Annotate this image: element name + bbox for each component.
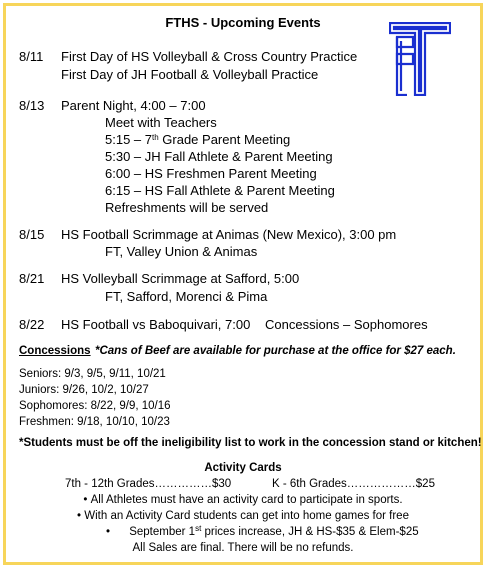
price-grades-7-12: 7th - 12th Grades……………$30: [65, 478, 232, 490]
event-subline: [105, 132, 290, 147]
event-date: 8/15: [19, 227, 45, 242]
activity-bullet: [106, 526, 419, 538]
event-subline: Refreshments will be served: [105, 200, 269, 215]
event-subline: 6:00 – HS Freshmen Parent Meeting: [105, 166, 317, 181]
event-heading: HS Volleyball Scrimmage at Safford, 5:00: [61, 271, 300, 286]
bullet-text: With an Activity Card students can get into home games for free: [84, 510, 409, 522]
bullet-text: September 1: [129, 526, 196, 538]
concessions-row: Juniors: 9/26, 10/2, 10/27: [19, 384, 149, 396]
flyer-title: FTHS - Upcoming Events: [165, 15, 321, 30]
ordinal-suffix: th: [152, 133, 159, 142]
event-date: 8/11: [19, 49, 44, 64]
event-line: First Day of HS Volleyball & Cross Country Practice: [61, 49, 358, 64]
event-date: 8/22: [19, 317, 45, 332]
bullet-text: prices increase, JH & HS-$35 & Elem-$25: [201, 526, 419, 538]
event-heading: HS Football vs Baboquivari, 7:00: [61, 317, 251, 332]
bullet-text: All Athletes must have an activity card to participate in sports.: [90, 494, 403, 506]
bullet-icon: •: [77, 510, 85, 522]
event-subline: FT, Valley Union & Animas: [105, 244, 258, 259]
bullet-icon: •: [106, 526, 130, 538]
concessions-row: Sophomores: 8/22, 9/9, 10/16: [19, 400, 171, 412]
event-subline: FT, Safford, Morenci & Pima: [105, 289, 268, 304]
event-heading: Parent Night, 4:00 – 7:00: [61, 98, 206, 113]
event-line: First Day of JH Football & Volleyball Practice: [61, 67, 319, 82]
event-subline-text: Grade Parent Meeting: [158, 132, 291, 147]
concessions-heading: Concessions: [19, 345, 91, 357]
price-grades-k-6: K - 6th Grades………………$25: [272, 478, 435, 490]
activity-bullet: [6, 510, 480, 522]
activity-cards-heading: Activity Cards: [204, 462, 282, 474]
event-heading: HS Football Scrimmage at Animas (New Mexico), 3:00 pm: [61, 227, 397, 242]
event-subline: 6:15 – HS Fall Athlete & Parent Meeting: [105, 183, 335, 198]
flyer-frame: [3, 3, 483, 565]
concessions-note: *Cans of Beef are available for purchase at the office for $27 each.: [95, 345, 456, 357]
final-sales-note: All Sales are final. There will be no refunds.: [132, 542, 354, 554]
ft-logo-icon: [389, 22, 451, 96]
concessions-row: Freshmen: 9/18, 10/10, 10/23: [19, 416, 170, 428]
concessions-row: Seniors: 9/3, 9/5, 9/11, 10/21: [19, 368, 166, 380]
event-date: 8/13: [19, 98, 45, 113]
ordinal-suffix: st: [195, 524, 202, 533]
event-subline: Meet with Teachers: [105, 115, 217, 130]
event-date: 8/21: [19, 271, 45, 286]
bullet-icon: •: [83, 494, 91, 506]
eligibility-warning: *Students must be off the ineligibility list to work in the concession stand or kitchen!: [19, 437, 482, 449]
event-subline-text: 5:15 – 7: [105, 132, 152, 147]
event-subline: 5:30 – JH Fall Athlete & Parent Meeting: [105, 149, 333, 164]
event-note: Concessions – Sophomores: [265, 317, 428, 332]
activity-bullet: [6, 494, 480, 506]
